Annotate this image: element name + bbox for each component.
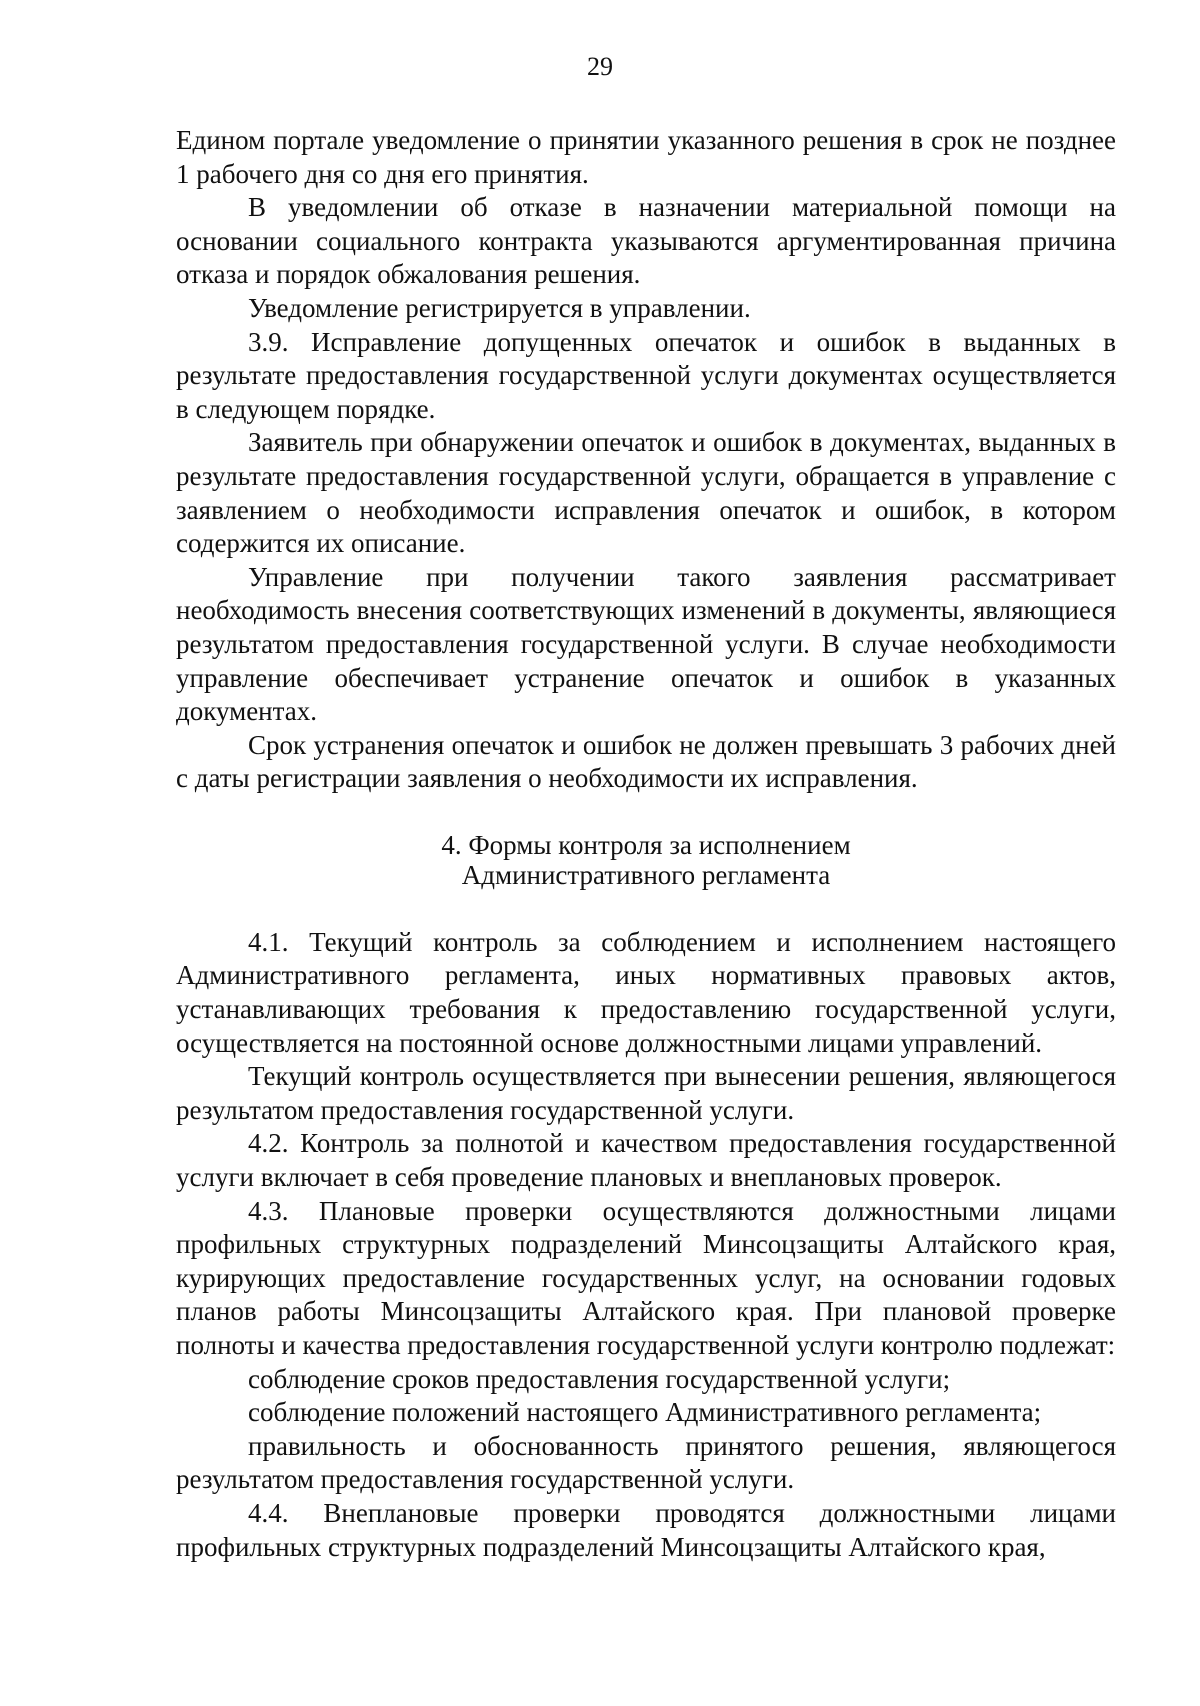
- paragraph: В уведомлении об отказе в назначении материальной помощи на основании социального контракта указываются аргументированная причина отказа и порядок обжалования решения.: [176, 192, 1116, 290]
- paragraph: Уведомление регистрируется в управлении.: [248, 292, 751, 323]
- section-heading: [176, 830, 1116, 890]
- paragraph-3-9: 3.9. Исправление допущенных опечаток и ошибок в выданных в результате предоставления государственной услуги документах осуществляется в следующем порядке.: [176, 326, 1116, 424]
- section-heading-line-1: 4. Формы контроля за исполнением: [441, 829, 851, 860]
- list-item: соблюдение положений настоящего Административного регламента;: [248, 1397, 1042, 1428]
- section-4-body: [176, 926, 1116, 1564]
- paragraph: Заявитель при обнаружении опечаток и ошибок в документах, выданных в результате предоставления государственной услуги, обращается в управление с заявлением о необходимости исправления опечаток и ошибок, в котором содержится их описание.: [176, 427, 1116, 559]
- document-body: [176, 124, 1116, 1564]
- paragraph-4-1: 4.1. Текущий контроль за соблюдением и исполнением настоящего Административного регламента, иных нормативных правовых актов, устанавливающих требования к предоставлению государственной услуги, осуществляется на постоянной основе должностными лицами управлений.: [176, 926, 1116, 1058]
- list-item: соблюдение сроков предоставления государственной услуги;: [248, 1363, 951, 1394]
- paragraph: Текущий контроль осуществляется при вынесении решения, являющегося результатом предоставления государственной услуги.: [176, 1061, 1116, 1125]
- paragraph-4-2: 4.2. Контроль за полнотой и качеством предоставления государственной услуги включает в себя проведение плановых и внеплановых проверок.: [176, 1128, 1116, 1193]
- paragraph-4-3: 4.3. Плановые проверки осуществляются должностными лицами профильных структурных подразделений Минсоцзащиты Алтайского края, курирующих предоставление государственных услуг, на основании годовых планов работы Минсоцзащиты Алтайского края. При плановой проверке полноты и качества предоставления государственной услуги контролю подлежат:: [176, 1195, 1116, 1360]
- paragraph: Управление при получении такого заявления рассматривает необходимость внесения соответствующих изменений в документы, являющиеся результатом предоставления государственной услуги. В случае необходимости управление обеспечивает устранение опечаток и ошибок в указанных документах.: [176, 561, 1116, 727]
- list-item: правильность и обоснованность принятого решения, являющегося результатом предоставления государственной услуги.: [176, 1430, 1116, 1495]
- section-heading-line-2: Административного регламента: [461, 859, 831, 890]
- paragraph: Срок устранения опечаток и ошибок не должен превышать 3 рабочих дней с даты регистрации заявления о необходимости их исправления.: [176, 729, 1116, 794]
- paragraph: Едином портале уведомление о принятии указанного решения в срок не позднее 1 рабочего дня со дня его принятия.: [176, 125, 1116, 189]
- page-number: 29: [587, 52, 613, 81]
- paragraph-4-4: 4.4. Внеплановые проверки проводятся должностными лицами профильных структурных подразделений Минсоцзащиты Алтайского края,: [176, 1497, 1116, 1562]
- section-3-continuation: [176, 124, 1116, 796]
